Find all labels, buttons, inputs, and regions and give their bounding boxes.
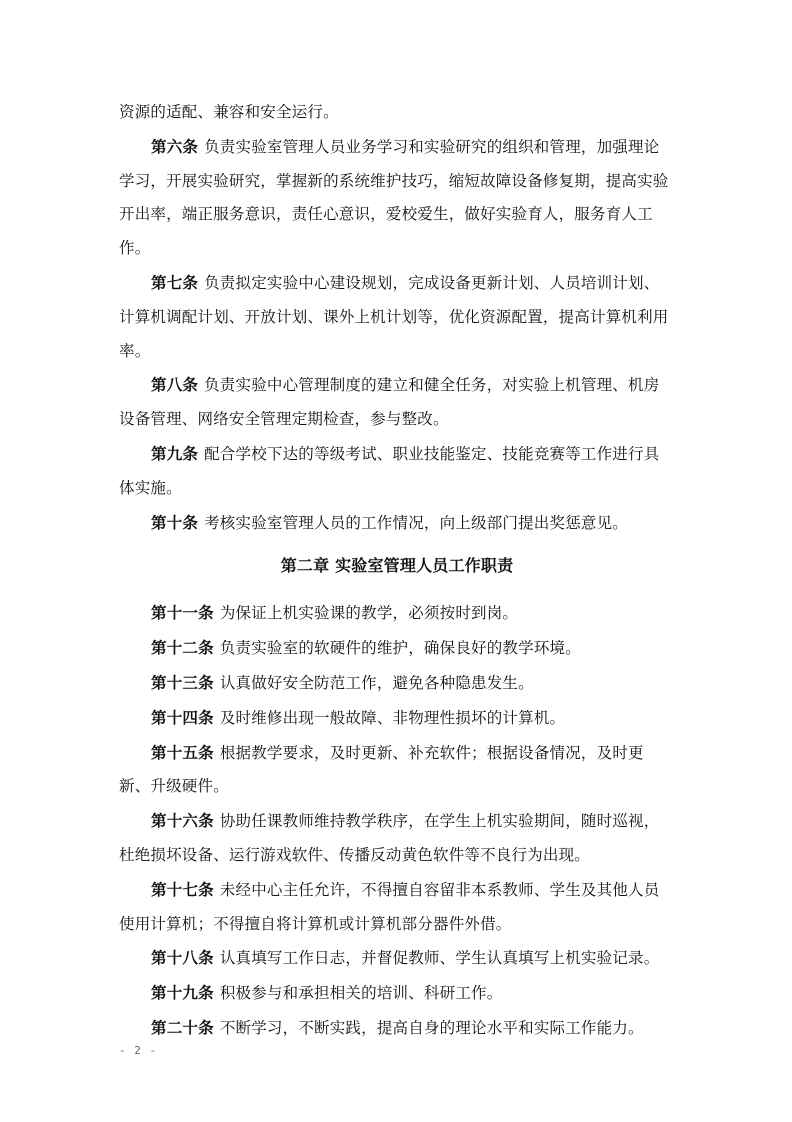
article-number: 第十一条 (151, 603, 214, 623)
article-number: 第八条 (151, 375, 199, 395)
article-number: 第十条 (151, 512, 199, 532)
article-number: 第九条 (151, 443, 199, 463)
article-text: 不断学习，不断实践，提高自身的理论水平和实际工作能力。 (219, 1018, 644, 1037)
article-text: 负责实验室管理人员业务学习和实验研究的组织和管理，加强理论学习，开展实验研究，掌握新的系统维护技巧，缩短故障设备修复期，提高实验开出率，端正服务意识，责任心意识，爱校爱生，做好实验育人，服务育人工作。 (119, 137, 669, 258)
article-17 (119, 873, 675, 942)
article-16 (119, 804, 675, 873)
chapter-heading: 第二章 实验室管理人员工作职责 (280, 556, 514, 576)
article-15 (119, 736, 675, 805)
article-text: 协助任课教师维持教学秩序，在学生上机实验期间，随时巡视，杜绝损坏设备、运行游戏软件、传播反动黄色软件等不良行为出现。 (119, 812, 660, 864)
article-number: 第十二条 (151, 638, 214, 658)
article-text: 及时维修出现一般故障、非物理性损坏的计算机。 (219, 708, 566, 727)
article-number: 第六条 (151, 136, 199, 156)
article-number: 第十六条 (151, 811, 214, 831)
article-text: 未经中心主任允许，不得擅自容留非本系教师、学生及其他人员使用计算机；不得擅自将计算机或计算机部分器件外借。 (119, 880, 660, 933)
article-number: 第十八条 (151, 948, 214, 968)
article-number: 第十四条 (151, 707, 214, 727)
article-text: 认真做好安全防范工作，避免各种隐患发生。 (219, 673, 534, 692)
article-text: 积极参与和承担相关的培训、科研工作。 (219, 984, 503, 1003)
article-text: 考核实验室管理人员的工作情况，向上级部门提出奖惩意见。 (204, 513, 629, 532)
article-text: 负责实验室的软硬件的维护，确保良好的教学环境。 (219, 639, 581, 658)
article-text: 负责实验中心管理制度的建立和健全任务，对实验上机管理、机房设备管理、网络安全管理定期检查，参与整改。 (119, 376, 660, 429)
article-text: 负责拟定实验中心建设规划，完成设备更新计划、人员培训计划、计算机调配计划、开放计划、课外上机计划等，优化资源配置，提高计算机利用率。 (119, 273, 669, 360)
article-number: 第十九条 (151, 983, 214, 1003)
article-8 (119, 368, 675, 437)
article-18 (119, 941, 675, 976)
article-7 (119, 266, 675, 368)
article-text: 为保证上机实验课的教学，必须按时到岗。 (219, 604, 519, 623)
article-10 (119, 506, 675, 541)
article-text: 根据教学要求，及时更新、补充软件；根据设备情况，及时更新、升级硬件。 (119, 743, 644, 796)
article-number: 第十五条 (151, 742, 214, 762)
article-number: 第十七条 (151, 879, 214, 899)
article-20 (119, 1011, 675, 1046)
article-number: 第七条 (151, 272, 199, 292)
article-number: 第十三条 (151, 672, 214, 692)
article-19 (119, 976, 675, 1011)
article-11 (119, 596, 675, 631)
article-number: 第二十条 (151, 1017, 214, 1037)
article-6 (119, 130, 675, 266)
page-number: - 2 - (119, 1044, 158, 1057)
article-text: 认真填写工作日志，并督促教师、学生认真填写上机实验记录。 (219, 949, 660, 968)
continuation-paragraph: 资源的适配、兼容和安全运行。 (119, 103, 339, 121)
article-13 (119, 666, 675, 701)
article-14 (119, 701, 675, 736)
article-12 (119, 631, 675, 666)
article-9 (119, 437, 675, 506)
article-text: 配合学校下达的等级考试、职业技能鉴定、技能竞赛等工作进行具体实施。 (119, 444, 660, 497)
document-body (119, 96, 675, 1046)
